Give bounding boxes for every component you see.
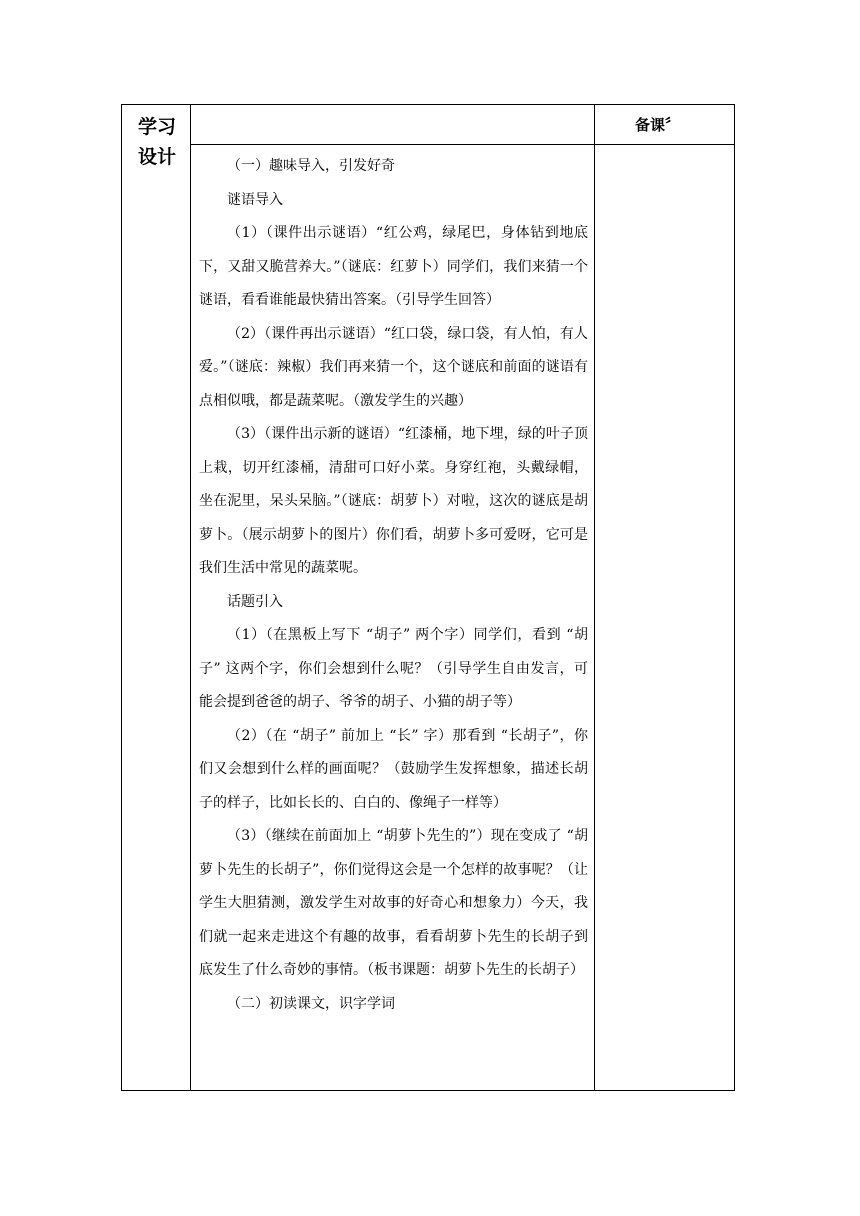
prep-header-label: 备课〞 (634, 116, 680, 134)
paragraph-topic-1: （1）（在黑板上写下 “胡子” 两个字）同学们，看到 “胡子” 这两个字，你们会想到什么呢？（引导学生自由发言，可能会提到爸爸的胡子、爷爷的胡子、小猫的胡子等） (199, 627, 588, 710)
subheading-topic: 话题引入 (227, 593, 283, 610)
section-heading-1: （一）趣味导入，引发好奇 (227, 158, 395, 174)
content-header-cell (191, 105, 595, 145)
lesson-plan-table (121, 104, 735, 1091)
section-label-line1: 学习 (138, 116, 177, 138)
prep-header-cell (595, 105, 735, 145)
paragraph-riddle-2: （2）（课件再出示谜语）“红口袋，绿口袋，有人怕，有人爱。”（谜底：辣椒）我们再来猜一个，这个谜底和前面的谜语有点相似哦，都是蔬菜呢。（激发学生的兴趣） (199, 325, 588, 409)
section-label-line2: 设计 (138, 146, 177, 168)
prep-notes-cell (595, 145, 735, 1091)
paragraph-topic-2: （2）（在 “胡子” 前加上 “长” 字）那看到 “长胡子”，你们又会想到什么样的画面呢？（鼓励学生发挥想象，描述长胡子的样子，比如长长的、白白的、像绳子一样等） (199, 727, 588, 811)
paragraph-riddle-3: （3）（课件出示新的谜语）“红漆桶，地下埋，绿的叶子顶上栽，切开红漆桶，清甜可口好小菜。身穿红袍，头戴绿帽，坐在泥里，呆头呆脑。”（谜底：胡萝卜）对啦，这次的谜底是胡萝卜。（展示胡萝卜的图片）你们看，胡萝卜多可爱呀，它可是我们生活中常见的蔬菜呢。 (199, 426, 588, 576)
section-label-cell (122, 105, 191, 1091)
subheading-riddles: 谜语导入 (227, 191, 283, 208)
section-heading-2: （二）初读课文，识字学词 (227, 995, 395, 1012)
paragraph-riddle-1: （1）（课件出示谜语）“红公鸡，绿尾巴，身体钻到地底下，又甜又脆营养大。”（谜底：红萝卜）同学们，我们来猜一个谜语，看看谁能最快猜出答案。（引导学生回答） (199, 225, 588, 308)
content-cell (191, 145, 595, 1091)
paragraph-topic-3: （3）（继续在前面加上 “胡萝卜先生的”）现在变成了 “胡萝卜先生的长胡子”，你们觉得这会是一个怎样的故事呢？（让学生大胆猜测，激发学生对故事的好奇心和想象力）今天，我们就一起来走进这个有趣的故事，看看胡萝卜先生的长胡子到底发生了什么奇妙的事情。（板书课题：胡萝卜先生的长胡子） (199, 828, 588, 978)
